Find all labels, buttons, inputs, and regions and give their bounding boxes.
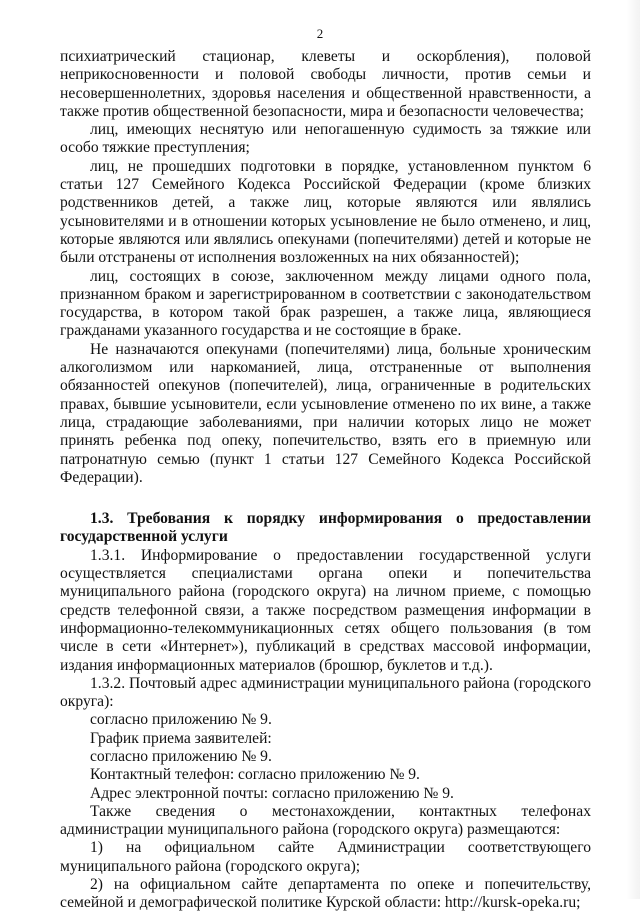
paragraph-not-appointed: Не назначаются опекунами (попечителями) лица, больные хроническим алкоголизмом или наркоманией, лица, отстраненные от выполнения обязанностей опекунов (попечителей), лица, ограниченные в родительских правах, бывшие усыновители, если усыновление отменено по их вине, а также лица, страдающие заболеваниями, при наличии которых лицо не может принять ребенка под опеку, попечительство, взять его в приемную или патронатную семью (пункт 1 статьи 127 Семейного Кодекса Российской Федерации). <box>60 340 591 486</box>
paragraph-training: лиц, не прошедших подготовки в порядке, установленном пунктом 6 статьи 127 Семейного Кодекса Российской Федерации (кроме близких родственников детей, а также лиц, которые являются или являлись усыновителями и в отношении которых усыновление не было отменено, и лиц, которые являются или являлись опекунами (попечителями) детей и которые не были отстранены от исполнения возложенных на них обязанностей); <box>60 157 591 267</box>
paragraph-criminal-record: лиц, имеющих неснятую или непогашенную судимость за тяжкие или особо тяжкие преступления; <box>60 121 591 157</box>
paragraph-continuation: психиатрический стационар, клеветы и оскорбления), половой неприкосновенности и половой свободы личности, против семьи и несовершеннолетних, здоровья населения и общественной нравственности, а также против общественной безопасности, мира и безопасности человечества; <box>60 48 591 120</box>
section-heading-1-3: 1.3. Требования к порядку информирования о предоставлении государственной услуги <box>60 510 591 546</box>
paragraph-schedule-label: График приема заявителей: <box>90 729 272 747</box>
paragraph-1-3-2: 1.3.2. Почтовый адрес администрации муниципального района (городского округа): <box>60 674 591 711</box>
paragraph-appendix-schedule: согласно приложению № 9. <box>90 747 272 765</box>
page-number: 2 <box>316 26 324 41</box>
scan-edge-shadow <box>626 0 640 899</box>
paragraph-location-info: Также сведения о местонахождении, контактных телефонах администрации муниципального района (городского округа) размещаются: <box>60 802 591 839</box>
paragraph-1-3-1: 1.3.1. Информирование о предоставлении государственной услуги осуществляется специалистами органа опеки и попечительства муниципального района (городского округа) на личном приеме, с помощью средств телефонной связи, а также посредством размещения информации в информационно-телекоммуникационных сетях общего пользования (в том числе в сети «Интернет»), публикаций в средствах массовой информации, издания информационных материалов (брошюр, буклетов и т.д.). <box>60 546 591 674</box>
paragraph-appendix-address: согласно приложению № 9. <box>90 711 272 729</box>
paragraph-item-1: 1) на официальном сайте Администрации соответствующего муниципального района (городского округа); <box>60 839 591 875</box>
paragraph-item-2: 2) на официальном сайте департамента по опеке и попечительству, семейной и демографической политике Курской области: http://kursk-opeka.ru; <box>60 876 591 912</box>
paragraph-same-sex-union: лиц, состоящих в союзе, заключенном между лицами одного пола, признанном браком и зарегистрированном в соответствии с законодательством государства, в котором такой брак разрешен, а также лица, являющиеся гражданами указанного государства и не состоящие в браке. <box>60 267 591 340</box>
document-body <box>60 48 591 913</box>
paragraph-email: Адрес электронной почты: согласно приложению № 9. <box>90 784 454 802</box>
paragraph-phone: Контактный телефон: согласно приложению № 9. <box>90 766 420 784</box>
